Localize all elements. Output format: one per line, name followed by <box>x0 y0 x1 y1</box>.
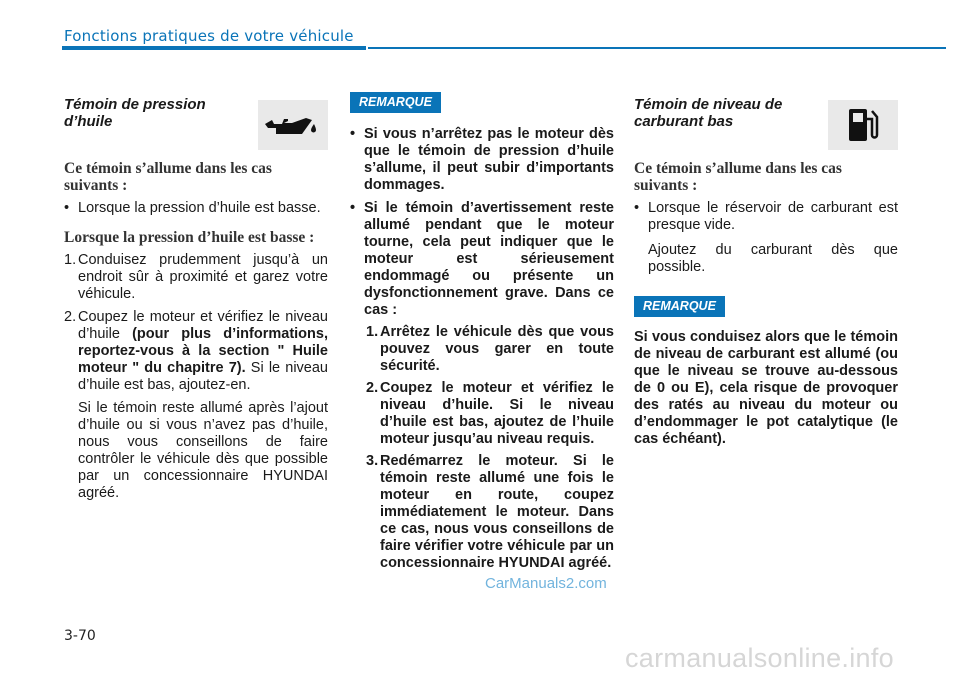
oil-step-1-text: Conduisez prudemment jusqu’à un endroit sûr à proximité et garez votre véhicule. <box>78 252 328 302</box>
oil-heading-2: Lorsque la pression d’huile est basse : <box>64 229 315 246</box>
header-rule-thick <box>62 46 366 50</box>
oil-pressure-icon-box <box>258 100 328 150</box>
oil-step-2-text-a: Coupez le moteur et vérifiez le niveau d’huile <box>78 309 328 342</box>
page-header <box>0 0 960 60</box>
oil-heading-1: Ce témoin s’allume dans les cas suivants : <box>64 160 272 194</box>
remarque-sub-2 <box>350 380 614 448</box>
fuel-icon-box <box>828 100 898 150</box>
column-oil-pressure <box>64 92 328 502</box>
oil-pressure-title: Témoin de pression d’huile <box>64 96 206 130</box>
fuel-pump-icon <box>845 105 881 145</box>
oil-paragraph: Si le témoin reste allumé après l’ajout d’huile ou si vous n’avez pas d’huile, nous vous conseillons de faire contrôler le véhicule dès que possible par un concessionnaire HYUNDAI agréé. <box>78 400 328 501</box>
column-fuel-level <box>634 92 898 448</box>
remarque-sub-3-text: Redémarrez le moteur. Si le témoin reste allumé une fois le moteur en route, coupez immédiatement le moteur. Dans ce cas, nous vous conseillons de faire vérifier votre véhicule par un concessionnaire HYUNDAI agréé. <box>380 453 614 571</box>
remarque-sub-3 <box>350 453 614 572</box>
oil-step-1-number: 1. <box>64 252 77 268</box>
remarque-sub-1-text: Arrêtez le véhicule dès que vous pouvez vous garer en toute sécurité. <box>380 324 614 374</box>
remarque-badge-2: REMARQUE <box>634 296 725 317</box>
oil-step-2-text-b: Si le niveau d’huile est bas, ajoutez-en. <box>78 360 328 393</box>
fuel-heading-1: Ce témoin s’allume dans les cas suivants : <box>634 160 842 194</box>
oil-step-2 <box>64 309 328 394</box>
watermark-carmanualsonline: carmanualsonline.info <box>625 643 894 673</box>
oil-step-1 <box>64 252 328 303</box>
page-number: 3-70 <box>64 628 96 644</box>
remarque-sub-2-number: 2. <box>366 380 379 396</box>
remarque-badge-1: REMARQUE <box>350 92 441 113</box>
oil-pressure-icon <box>262 110 324 140</box>
remarque-sub-1 <box>350 324 614 375</box>
fuel-bullet-1: • Lorsque le réservoir de carburant est presque vide. <box>634 200 898 234</box>
oil-bullet-1: • Lorsque la pression d’huile est basse. <box>64 200 328 217</box>
remarque-sub-3-number: 3. <box>366 453 379 469</box>
header-rule-thin <box>368 47 946 49</box>
remarque-sub-1-number: 1. <box>366 324 379 340</box>
remarque-bullet-2: • Si le témoin d’avertissement reste allumé pendant que le moteur tourne, cela peut indiquer que le moteur est sérieusement endommagé ou présente un dysfonctionnement grave. Dans ce cas : <box>350 200 614 319</box>
section-header-title: Fonctions pratiques de votre véhicule <box>64 27 354 45</box>
oil-step-2-number: 2. <box>64 309 77 325</box>
remarque-sub-2-text: Coupez le moteur et vérifiez le niveau d’huile. Si le niveau d’huile est bas, ajoutez de l’huile moteur jusqu’au niveau requis. <box>380 380 614 447</box>
oil-step-2-text-bold: (pour plus d’informations, reportez-vous à la section " Huile moteur " du chapitre 7). <box>78 326 328 376</box>
fuel-level-title: Témoin de niveau de carburant bas <box>634 96 783 130</box>
fuel-remarque-note: Si vous conduisez alors que le témoin de niveau de carburant est allumé (ou que le niveau se trouve au-dessous de 0 ou E), cela risque de provoquer des ratés au niveau du moteur ou d’endommager le pot catalytique (le cas échéant). <box>634 329 898 447</box>
watermark-carmanuals2: CarManuals2.com <box>485 575 607 592</box>
column-remarque-oil <box>350 92 614 572</box>
fuel-paragraph: Ajoutez du carburant dès que possible. <box>648 242 898 275</box>
remarque-bullet-1: • Si vous n’arrêtez pas le moteur dès que le témoin de pression d’huile s’allume, il peut subir d’importants dommages. <box>350 126 614 194</box>
